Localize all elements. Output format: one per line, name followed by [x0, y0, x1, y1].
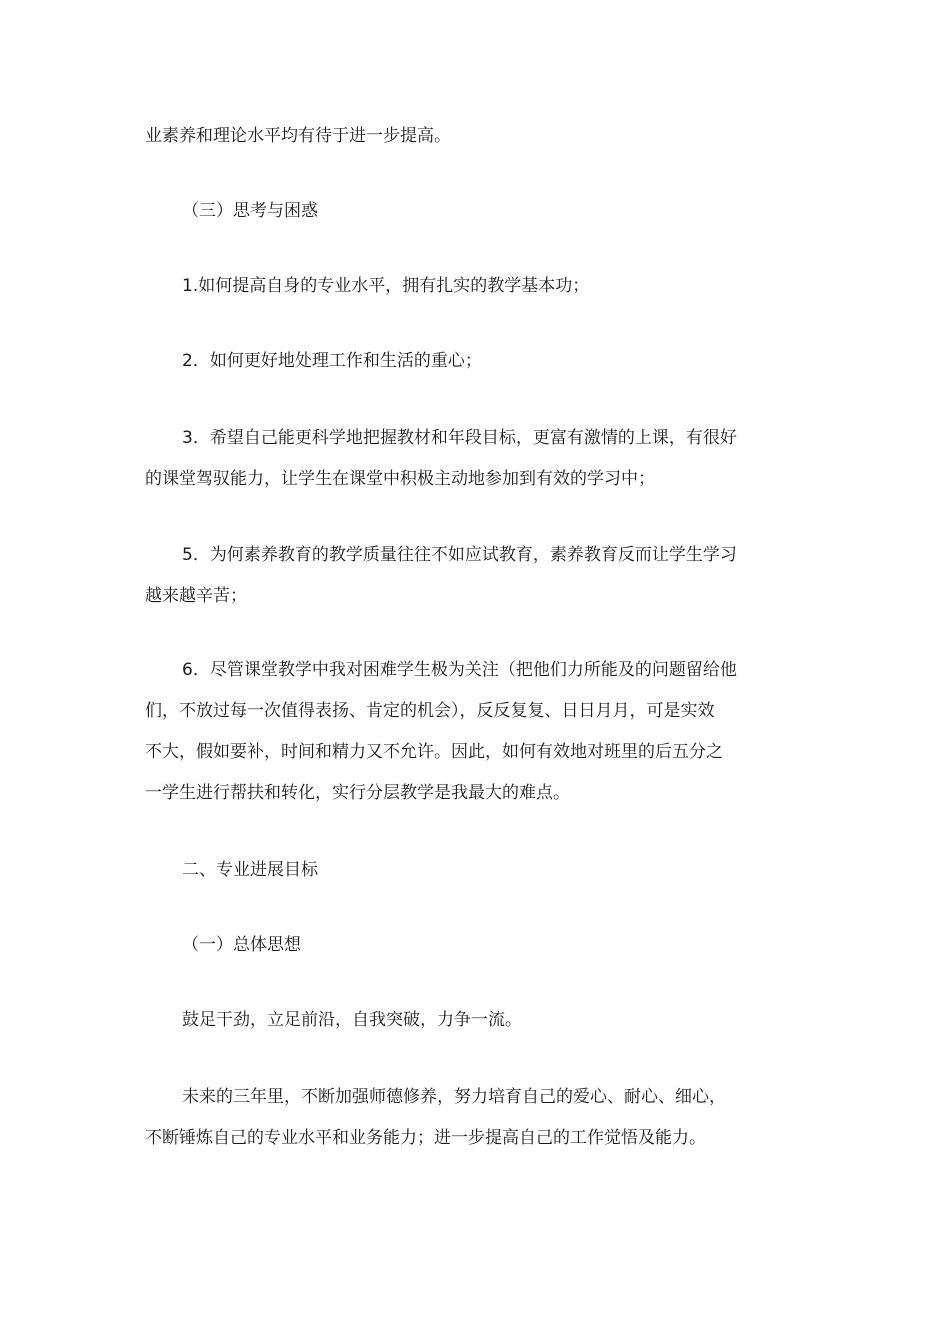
text-line: 们，不放过每一次值得表扬、肯定的机会），反反复复、日日月月，可是实效	[145, 701, 715, 721]
section-heading-professional-goals	[145, 850, 810, 891]
list-item-6	[145, 650, 810, 814]
text-line: 未来的三年里，不断加强师德修养，努力培育自己的爱心、耐心、细心，	[182, 1087, 726, 1107]
text-line: 1.如何提高自身的专业水平，拥有扎实的教学基本功；	[182, 276, 590, 296]
paragraph-motto	[145, 1000, 810, 1041]
paragraph-continuation	[145, 116, 810, 157]
subheading-overall-idea	[145, 925, 810, 966]
text-line: （一）总体思想	[182, 935, 301, 955]
text-line: 二、专业进展目标	[182, 860, 318, 880]
list-item-3	[145, 418, 810, 500]
text-line: 业素养和理论水平均有待于进一步提高。	[145, 126, 451, 146]
text-line: 5．为何素养教育的教学质量往往不如应试教育，素养教育反而让学生学习	[182, 545, 737, 565]
text-line: 2．如何更好地处理工作和生活的重心；	[182, 351, 482, 371]
text-line: 的课堂驾驭能力，让学生在课堂中积极主动地参加到有效的学习中；	[145, 469, 655, 489]
text-line: 一学生进行帮扶和转化，实行分层教学是我最大的难点。	[145, 783, 570, 803]
text-line: 鼓足干劲，立足前沿，自我突破，力争一流。	[182, 1010, 522, 1030]
text-line: 不断锤炼自己的专业水平和业务能力；进一步提高自己的工作觉悟及能力。	[145, 1128, 706, 1148]
text-line: 不大，假如要补，时间和精力又不允许。因此，如何有效地对班里的后五分之	[145, 742, 723, 762]
subheading-thoughts-and-confusions	[145, 191, 810, 232]
text-line: 6．尽管课堂教学中我对困难学生极为关注（把他们力所能及的问题留给他	[182, 660, 737, 680]
text-line: 3．希望自己能更科学地把握教材和年段目标，更富有激情的上课，有很好	[182, 428, 737, 448]
list-item-2	[145, 341, 810, 382]
list-item-1	[145, 266, 810, 307]
text-line: 越来越辛苦；	[145, 586, 247, 606]
list-item-5	[145, 535, 810, 617]
paragraph-three-year-plan	[145, 1077, 810, 1159]
text-line: （三）思考与困惑	[182, 201, 318, 221]
